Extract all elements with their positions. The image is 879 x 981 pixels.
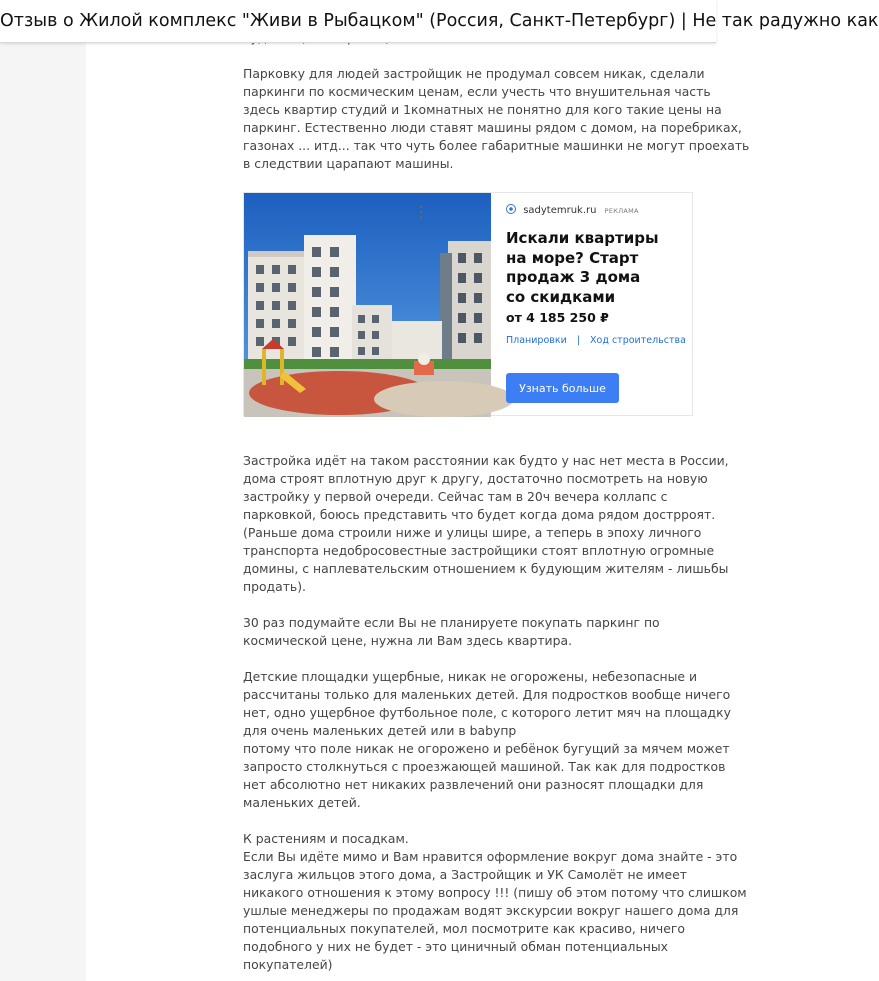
text-line: нет абсолютно нет никаких развлечений они разносят площадки для — [243, 777, 704, 792]
text-line: запросто столкнуться с проезжающей машиной. Так как для подростков — [243, 759, 726, 774]
left-sidebar — [0, 0, 86, 981]
text-line: космической цене, нужна ли Вам здесь квартира. — [243, 633, 573, 648]
ad-headline-line: Искали квартиры — [506, 229, 659, 247]
text-line: рассчитаны только для маленьких детей. Для подростков вообще ничего — [243, 687, 731, 702]
ad-tag: РЕКЛАМА — [604, 207, 639, 215]
text-line: маленьких детей. — [243, 795, 361, 810]
text-line: паркинг. Естественно люди ставят машины рядом с домом, на поребриках, — [243, 120, 742, 135]
residential-complex-image — [244, 193, 491, 417]
text-line: транспорта недобросовестные застройщики стоят вплотную огромные — [243, 543, 715, 558]
text-line: Застройка идёт на таком расстоянии как будто у нас нет места в России, — [243, 453, 729, 468]
ad-source-domain: sadytemruk.ru — [523, 205, 597, 216]
text-line: продать). — [243, 579, 306, 594]
ad-price: от 4 185 250 ₽ — [506, 310, 609, 325]
text-line: дома строят вплотную друг к другу, достаточно посмотреть на новую — [243, 471, 708, 486]
site-favicon-icon — [506, 204, 516, 214]
ad-headline[interactable] — [506, 229, 659, 307]
text-line: подобного у них не будет - это циничный обман потенциальных — [243, 939, 668, 954]
review-paragraph-parking — [243, 65, 750, 173]
text-line: никакого отношения к этому вопросу !!! (пишу об этом потому что слишком — [243, 885, 747, 900]
vertical-dots-icon — [418, 205, 424, 219]
text-line: покупателей) — [243, 957, 333, 972]
text-line: 30 раз подумайте если Вы не планируете покупать паркинг по — [243, 615, 660, 630]
text-line: потенциальных покупателей, мол посмотрите как красиво, ничего — [243, 921, 685, 936]
text-line: паркинги по космическим ценам, если учесть что внушительная часть — [243, 84, 711, 99]
text-line: Если Вы идёте мимо и Вам нравится оформление вокруг дома знайте - это — [243, 849, 738, 864]
review-paragraph-advice — [243, 614, 695, 650]
text-line: газонах ... итд... так что чуть более габаритные машинки не могут проехать — [243, 138, 750, 153]
text-line: в следствии царапают машины. — [243, 156, 454, 171]
ad-link-construction-progress[interactable]: Ход строительства — [590, 335, 686, 346]
text-line: потому что поле никак не огорожено и ребёнок бугущий за мячем может — [243, 741, 730, 756]
ad-block[interactable] — [243, 192, 693, 416]
ad-headline-line: на море? Старт — [506, 248, 639, 267]
text-line: ушлые менеджеры по продажам водят экскурсии вокруг нашего дома для — [243, 903, 739, 918]
text-line: для очень маленьких детей или в babyпр — [243, 723, 517, 738]
text-line: парковкой, боюсь представить что будет когда дома рядом дострроят. — [243, 507, 716, 522]
text-line: Парковку для людей застройщик не продумал совсем никак, сделали — [243, 66, 705, 81]
text-line: заслуга жильцов этого дома, а Застройщик и УК Самолёт не имеет — [243, 867, 687, 882]
ad-headline-line: со скидками — [506, 287, 616, 306]
review-paragraph-playgrounds — [243, 668, 731, 812]
text-line: здесь квартир студий и 1комнатных не понятно для кого такие цены на — [243, 102, 722, 117]
ad-headline-line: продаж 3 дома — [506, 268, 641, 286]
text-line: нет, одно ущербное футбольное поле, с которого летит мяч на площадку — [243, 705, 731, 720]
ad-body — [506, 193, 686, 417]
text-line: (Раньше дома строили ниже и улицы шире, а теперь в эпоху личного — [243, 525, 702, 540]
learn-more-button[interactable]: Узнать больше — [506, 373, 619, 403]
text-line: домины, с наплевательским отношением к будующим жителям - лишьбы — [243, 561, 729, 576]
ad-options-icon[interactable] — [418, 205, 424, 222]
text-line: К растениям и посадкам. — [243, 831, 409, 846]
ad-link-layouts[interactable]: Планировки — [506, 335, 567, 346]
review-paragraph-plants — [243, 830, 747, 974]
ad-source[interactable] — [506, 204, 639, 216]
ad-image[interactable] — [244, 193, 491, 417]
review-title-bar — [0, 0, 879, 43]
ad-link-separator: | — [576, 335, 581, 346]
text-line: застройку у первой очереди. Сейчас там в 20ч вечера коллапс с — [243, 489, 668, 504]
review-paragraph-density — [243, 452, 729, 596]
ad-links — [506, 335, 686, 346]
review-title: Отзыв о Жилой комплекс "Живи в Рыбацком" (Россия, Санкт-Петербург) | Не так радужно как — [0, 11, 879, 31]
text-line: Детские площадки ущербные, никак не огорожены, небезопасные и — [243, 669, 698, 684]
